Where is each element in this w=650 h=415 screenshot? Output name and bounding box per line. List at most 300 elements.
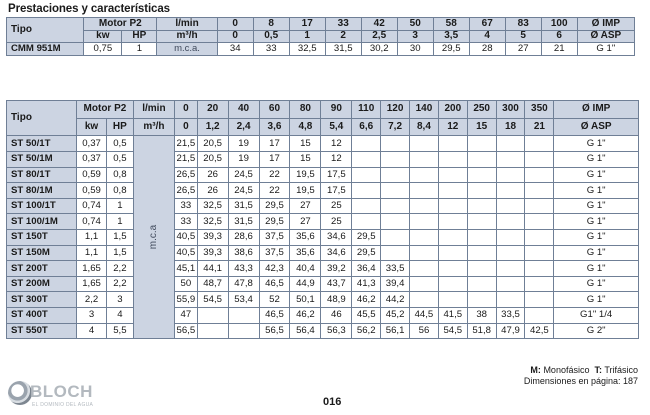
head-value: 51,8	[467, 323, 496, 339]
head-value: 47	[175, 307, 198, 323]
flow-m3h: 6	[541, 30, 577, 43]
head-value: 52	[259, 292, 290, 308]
model-name: ST 400T	[7, 307, 77, 323]
motor-kw: 4	[77, 323, 107, 339]
table-row	[7, 183, 639, 199]
head-value	[496, 292, 525, 308]
motor-hp: 3	[106, 292, 133, 308]
port-size: G1" 1/4	[554, 307, 639, 323]
flow-m3h: 12	[438, 118, 467, 136]
col-header-lmin: l/min	[157, 18, 217, 31]
motor-kw: 1,65	[77, 261, 107, 277]
head-value: 33,5	[496, 307, 525, 323]
head-value	[467, 183, 496, 199]
col-header-hp: HP	[122, 30, 157, 43]
head-value: 30,2	[361, 43, 397, 56]
head-value: 31,5	[228, 198, 259, 214]
head-value	[381, 198, 410, 214]
head-value: 41,5	[438, 307, 467, 323]
port-size: G 1"	[554, 198, 639, 214]
flow-m3h: 7,2	[381, 118, 410, 136]
flow-lmin: 8	[253, 18, 289, 31]
motor-kw: 1,1	[77, 245, 107, 261]
performance-table-cmm	[6, 17, 635, 56]
head-value: 42,5	[525, 323, 554, 339]
head-value: 29,5	[259, 198, 290, 214]
head-value: 30	[397, 43, 433, 56]
flow-lmin: 60	[259, 101, 290, 119]
head-value	[410, 183, 439, 199]
model-name: ST 200T	[7, 261, 77, 277]
head-value	[467, 136, 496, 152]
head-value: 26,5	[175, 183, 198, 199]
head-value: 17,5	[321, 183, 352, 199]
head-value: 44,1	[197, 261, 228, 277]
head-value: 12	[321, 151, 352, 167]
flow-lmin: 100	[541, 18, 577, 31]
flow-lmin: 120	[381, 101, 410, 119]
head-value	[381, 183, 410, 199]
motor-hp: 2,2	[106, 276, 133, 292]
head-value: 39,4	[381, 276, 410, 292]
flow-m3h: 3,5	[433, 30, 469, 43]
mono-code: M:	[530, 365, 541, 375]
head-value: 20,5	[197, 136, 228, 152]
flow-lmin: 83	[505, 18, 541, 31]
head-value: 34	[217, 43, 253, 56]
head-value: 38,6	[228, 245, 259, 261]
motor-hp: 0,5	[106, 151, 133, 167]
head-value: 47,8	[228, 276, 259, 292]
model-name: ST 550T	[7, 323, 77, 339]
head-value: 56,1	[381, 323, 410, 339]
flow-lmin: 20	[197, 101, 228, 119]
head-value: 56,5	[259, 323, 290, 339]
col-header-m3h: m³/h	[133, 118, 174, 136]
head-value	[438, 198, 467, 214]
head-value	[352, 198, 381, 214]
head-value: 32,5	[289, 43, 325, 56]
head-value: 25	[321, 198, 352, 214]
performance-table-st	[6, 100, 639, 339]
head-value: 39,3	[197, 245, 228, 261]
head-value	[525, 245, 554, 261]
motor-hp: 1	[106, 198, 133, 214]
head-value: 56	[410, 323, 439, 339]
head-value	[410, 198, 439, 214]
head-value: 37,5	[259, 229, 290, 245]
port-size: G 1"	[554, 151, 639, 167]
head-value: 39,3	[197, 229, 228, 245]
head-value: 25	[321, 214, 352, 230]
unit-mca	[133, 136, 174, 339]
head-value: 29,5	[433, 43, 469, 56]
head-value	[496, 276, 525, 292]
head-value: 39,2	[321, 261, 352, 277]
head-value	[496, 245, 525, 261]
table-row	[7, 167, 639, 183]
head-value: 19,5	[290, 167, 321, 183]
motor-hp: 5,5	[106, 323, 133, 339]
model-name: ST 50/1M	[7, 151, 77, 167]
model-name: ST 100/1M	[7, 214, 77, 230]
head-value: 24,5	[228, 167, 259, 183]
motor-hp: 0,8	[106, 183, 133, 199]
flow-m3h: 0,5	[253, 30, 289, 43]
head-value	[496, 261, 525, 277]
motor-type-legend	[530, 366, 638, 376]
motor-hp: 1	[106, 214, 133, 230]
port-size: G 2"	[554, 323, 639, 339]
col-header-motor: Motor P2	[84, 18, 157, 31]
head-value: 45,1	[175, 261, 198, 277]
head-value: 21,5	[175, 151, 198, 167]
head-value	[381, 214, 410, 230]
head-value: 29,5	[259, 214, 290, 230]
model-name: ST 150M	[7, 245, 77, 261]
flow-m3h: 3,6	[259, 118, 290, 136]
flow-m3h: 4,8	[290, 118, 321, 136]
port-size: G 1"	[554, 167, 639, 183]
head-value: 36,4	[352, 261, 381, 277]
head-value	[228, 307, 259, 323]
head-value: 45,2	[381, 307, 410, 323]
tri-label: Trifásico	[604, 365, 638, 375]
flow-lmin: 80	[290, 101, 321, 119]
model-name: ST 50/1T	[7, 136, 77, 152]
col-header-imp: Ø IMP	[554, 101, 639, 119]
col-header-kw: kw	[77, 118, 107, 136]
head-value	[228, 323, 259, 339]
head-value: 40,4	[290, 261, 321, 277]
flow-lmin: 250	[467, 101, 496, 119]
head-value	[467, 245, 496, 261]
port-size: G 1"	[554, 214, 639, 230]
head-value	[438, 261, 467, 277]
head-value	[438, 167, 467, 183]
head-value: 28	[469, 43, 505, 56]
head-value	[438, 229, 467, 245]
head-value: 37,5	[259, 245, 290, 261]
head-value	[525, 198, 554, 214]
flow-m3h: 8,4	[410, 118, 439, 136]
head-value: 22	[259, 183, 290, 199]
head-value	[467, 276, 496, 292]
flow-m3h: 1	[289, 30, 325, 43]
motor-hp: 2,2	[106, 261, 133, 277]
head-value: 44,5	[410, 307, 439, 323]
flow-m3h: 18	[496, 118, 525, 136]
head-value: 17	[259, 151, 290, 167]
head-value	[438, 292, 467, 308]
head-value	[496, 151, 525, 167]
head-value: 32,5	[197, 198, 228, 214]
head-value	[496, 198, 525, 214]
flow-lmin: 200	[438, 101, 467, 119]
page-number: 016	[323, 396, 342, 408]
head-value: 38	[467, 307, 496, 323]
head-value: 33	[175, 198, 198, 214]
head-value: 27	[505, 43, 541, 56]
head-value: 56,4	[290, 323, 321, 339]
head-value: 29,5	[352, 229, 381, 245]
head-value	[467, 261, 496, 277]
head-value: 35,6	[290, 245, 321, 261]
motor-kw: 1,1	[77, 229, 107, 245]
head-value: 26	[197, 167, 228, 183]
unit-mca: m.c.a.	[157, 43, 217, 56]
head-value: 31,5	[228, 214, 259, 230]
flow-m3h: 2,5	[361, 30, 397, 43]
head-value	[496, 167, 525, 183]
head-value: 21,5	[175, 136, 198, 152]
head-value: 32,5	[197, 214, 228, 230]
head-value	[467, 214, 496, 230]
head-value	[467, 198, 496, 214]
head-value: 48,7	[197, 276, 228, 292]
flow-lmin: 0	[217, 18, 253, 31]
head-value: 35,6	[290, 229, 321, 245]
head-value: 22	[259, 167, 290, 183]
flow-lmin: 67	[469, 18, 505, 31]
head-value: 15	[290, 136, 321, 152]
head-value: 55,9	[175, 292, 198, 308]
logo-brand: BLOCH	[30, 382, 93, 401]
head-value	[496, 214, 525, 230]
port-size: G 1"	[554, 136, 639, 152]
flow-m3h: 0	[175, 118, 198, 136]
head-value: 26,5	[175, 167, 198, 183]
flow-m3h: 4	[469, 30, 505, 43]
table-row	[7, 136, 639, 152]
head-value: 40,5	[175, 229, 198, 245]
col-header-motor: Motor P2	[77, 101, 134, 119]
head-value: 53,4	[228, 292, 259, 308]
head-value: 26	[197, 183, 228, 199]
head-value: 43,3	[228, 261, 259, 277]
table-row	[7, 151, 639, 167]
head-value: 28,6	[228, 229, 259, 245]
motor-kw: 1,65	[77, 276, 107, 292]
flow-lmin: 42	[361, 18, 397, 31]
head-value: 54,5	[197, 292, 228, 308]
head-value: 17,5	[321, 167, 352, 183]
head-value	[410, 276, 439, 292]
head-value: 40,5	[175, 245, 198, 261]
flow-lmin: 350	[525, 101, 554, 119]
flow-m3h: 5,4	[321, 118, 352, 136]
head-value: 27	[290, 214, 321, 230]
table-row	[7, 323, 639, 339]
table-row	[7, 292, 639, 308]
flow-m3h: 0	[217, 30, 253, 43]
col-header-imp: Ø IMP	[577, 18, 634, 31]
motor-hp: 4	[106, 307, 133, 323]
head-value	[381, 151, 410, 167]
head-value: 46	[321, 307, 352, 323]
tri-code: T:	[594, 365, 602, 375]
head-value: 45,5	[352, 307, 381, 323]
bloch-logo	[8, 381, 128, 411]
col-header-asp: Ø ASP	[554, 118, 639, 136]
table-row	[7, 245, 639, 261]
head-value	[381, 229, 410, 245]
head-value	[525, 214, 554, 230]
head-value	[467, 292, 496, 308]
head-value	[525, 136, 554, 152]
head-value	[525, 307, 554, 323]
flow-m3h: 6,6	[352, 118, 381, 136]
flow-lmin: 17	[289, 18, 325, 31]
head-value: 46,5	[259, 307, 290, 323]
motor-kw: 0,74	[77, 214, 107, 230]
head-value: 46,2	[290, 307, 321, 323]
flow-m3h: 5	[505, 30, 541, 43]
head-value: 24,5	[228, 183, 259, 199]
head-value: 33	[253, 43, 289, 56]
head-value	[525, 261, 554, 277]
port-size: G 1"	[554, 261, 639, 277]
col-header-m3h: m³/h	[157, 30, 217, 43]
head-value	[410, 229, 439, 245]
head-value	[352, 136, 381, 152]
table-row	[7, 214, 639, 230]
head-value	[438, 276, 467, 292]
head-value: 48,9	[321, 292, 352, 308]
model-name: CMM 951M	[7, 43, 84, 56]
head-value	[197, 307, 228, 323]
col-header-tipo: Tipo	[7, 101, 77, 136]
head-value: 17	[259, 136, 290, 152]
head-value	[352, 167, 381, 183]
head-value	[410, 292, 439, 308]
head-value	[467, 167, 496, 183]
head-value: 19	[228, 136, 259, 152]
flow-m3h: 3	[397, 30, 433, 43]
head-value	[410, 245, 439, 261]
head-value	[496, 136, 525, 152]
head-value: 31,5	[325, 43, 361, 56]
motor-hp: 1,5	[106, 245, 133, 261]
flow-m3h: 15	[467, 118, 496, 136]
head-value	[197, 323, 228, 339]
head-value: 50,1	[290, 292, 321, 308]
head-value: 33,5	[381, 261, 410, 277]
port-size: G 1"	[554, 245, 639, 261]
head-value: 44,9	[290, 276, 321, 292]
head-value	[467, 151, 496, 167]
head-value: 42,3	[259, 261, 290, 277]
motor-kw: 2,2	[77, 292, 107, 308]
head-value: 19,5	[290, 183, 321, 199]
head-value: 46,2	[352, 292, 381, 308]
col-header-asp: Ø ASP	[577, 30, 634, 43]
flow-lmin: 140	[410, 101, 439, 119]
head-value: 56,3	[321, 323, 352, 339]
flow-m3h: 1,2	[197, 118, 228, 136]
motor-hp: 0,5	[106, 136, 133, 152]
head-value	[381, 245, 410, 261]
head-value: 19	[228, 151, 259, 167]
flow-lmin: 33	[325, 18, 361, 31]
flow-lmin: 90	[321, 101, 352, 119]
head-value	[410, 167, 439, 183]
head-value	[352, 214, 381, 230]
head-value: 12	[321, 136, 352, 152]
flow-lmin: 58	[433, 18, 469, 31]
flow-lmin: 0	[175, 101, 198, 119]
table-row	[7, 276, 639, 292]
table-row	[7, 198, 639, 214]
motor-kw: 0,59	[77, 183, 107, 199]
logo-tagline: EL DOMINIO DEL AGUA	[32, 402, 94, 408]
head-value	[438, 214, 467, 230]
head-value: 46,5	[259, 276, 290, 292]
dimensions-reference: Dimensiones en página: 187	[523, 376, 638, 386]
head-value: 15	[290, 151, 321, 167]
head-value: 34,6	[321, 229, 352, 245]
port-size: G 1"	[554, 229, 639, 245]
head-value: 50	[175, 276, 198, 292]
head-value: 47,9	[496, 323, 525, 339]
table-row	[7, 307, 639, 323]
head-value	[438, 151, 467, 167]
flow-lmin: 300	[496, 101, 525, 119]
head-value: 27	[290, 198, 321, 214]
motor-kw: 0,59	[77, 167, 107, 183]
head-value: 56,5	[175, 323, 198, 339]
model-name: ST 100/1T	[7, 198, 77, 214]
mono-label: Monofásico	[543, 365, 590, 375]
model-name: ST 80/1M	[7, 183, 77, 199]
head-value	[381, 136, 410, 152]
head-value	[525, 167, 554, 183]
head-value: 29,5	[352, 245, 381, 261]
head-value	[496, 229, 525, 245]
motor-kw: 3	[77, 307, 107, 323]
col-header-hp: HP	[106, 118, 133, 136]
motor-hp: 1	[122, 43, 157, 56]
motor-kw: 0,75	[84, 43, 122, 56]
table-row	[7, 261, 639, 277]
head-value	[410, 136, 439, 152]
motor-kw: 0,74	[77, 198, 107, 214]
col-header-kw: kw	[84, 30, 122, 43]
model-name: ST 200M	[7, 276, 77, 292]
port-size: G 1"	[577, 43, 634, 56]
motor-kw: 0,37	[77, 151, 107, 167]
head-value	[525, 151, 554, 167]
head-value	[525, 276, 554, 292]
model-name: ST 80/1T	[7, 167, 77, 183]
port-size: G 1"	[554, 183, 639, 199]
head-value	[525, 229, 554, 245]
head-value	[410, 214, 439, 230]
motor-hp: 0,8	[106, 167, 133, 183]
col-header-tipo: Tipo	[7, 18, 84, 43]
motor-hp: 1,5	[106, 229, 133, 245]
head-value	[467, 229, 496, 245]
head-value	[525, 292, 554, 308]
head-value: 41,3	[352, 276, 381, 292]
head-value: 44,2	[381, 292, 410, 308]
head-value	[438, 136, 467, 152]
port-size: G 1"	[554, 276, 639, 292]
flow-lmin: 50	[397, 18, 433, 31]
head-value: 43,7	[321, 276, 352, 292]
col-header-lmin: l/min	[133, 101, 174, 119]
table-row	[7, 229, 639, 245]
